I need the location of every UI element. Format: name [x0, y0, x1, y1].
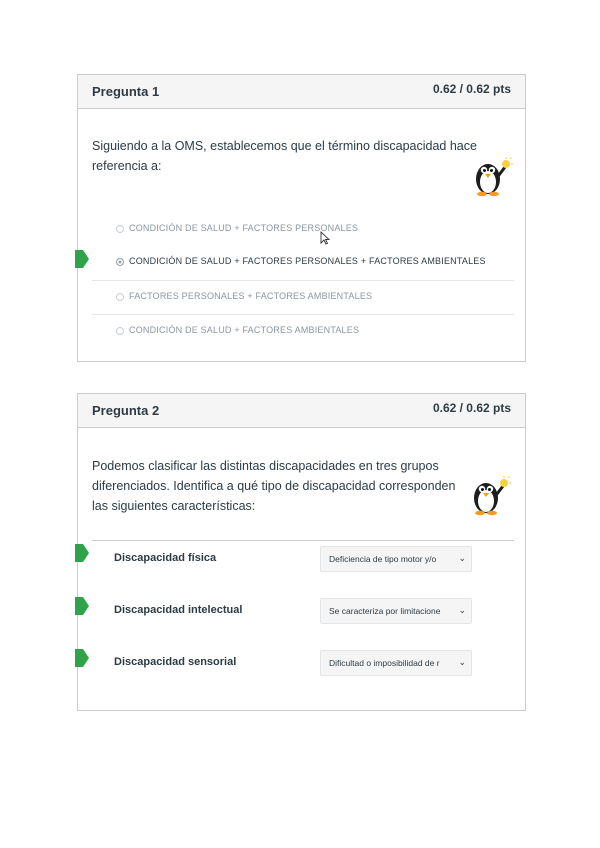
match-label: Discapacidad física — [114, 552, 217, 564]
question-title: Pregunta 1 — [92, 84, 160, 99]
match-label: Discapacidad sensorial — [114, 656, 237, 668]
question-header — [78, 394, 525, 428]
answer-label: FACTORES PERSONALES + FACTORES AMBIENTALES — [129, 291, 373, 301]
answer-option-3[interactable] — [92, 280, 514, 314]
chevron-down-icon: ⌄ — [458, 553, 466, 563]
answer-option-1[interactable] — [92, 213, 514, 247]
answer-label: CONDICIÓN DE SALUD + FACTORES PERSONALES + FACTORES AMBIENTALES — [129, 256, 486, 266]
radio-button[interactable] — [116, 327, 124, 335]
penguin-icon — [471, 474, 511, 516]
chevron-down-icon: ⌄ — [458, 605, 466, 615]
chevron-down-icon: ⌄ — [458, 657, 466, 667]
question-card-1 — [77, 74, 526, 362]
select-value: Dificultad o imposibilidad de r — [329, 658, 440, 668]
match-select[interactable] — [320, 598, 472, 624]
match-row-1 — [92, 546, 514, 586]
match-select[interactable] — [320, 546, 472, 572]
radio-button-checked[interactable] — [116, 258, 124, 266]
match-row-3 — [92, 650, 514, 690]
correct-answer-flag-icon — [75, 649, 89, 667]
question-points: 0.62 / 0.62 pts — [432, 82, 511, 96]
penguin-icon — [473, 155, 513, 197]
correct-answer-flag-icon — [75, 597, 89, 615]
correct-answer-flag-icon — [75, 544, 89, 562]
question-header — [78, 75, 525, 109]
answer-option-2[interactable] — [92, 246, 514, 280]
select-value: Se caracteriza por limitacione — [329, 606, 441, 616]
mouse-cursor-icon — [320, 231, 330, 245]
question-text: Podemos clasificar las distintas discapacidades en tres grupos diferenciados. Identifica a qué tipo de discapacidad corresponden las siguientes características: — [92, 459, 456, 513]
match-select[interactable] — [320, 650, 472, 676]
divider — [92, 540, 514, 541]
question-text: Siguiendo a la OMS, establecemos que el término discapacidad hace referencia a: — [92, 139, 477, 173]
question-card-2 — [77, 393, 526, 711]
correct-answer-flag-icon — [75, 250, 89, 268]
radio-button[interactable] — [116, 225, 124, 233]
answer-label: CONDICIÓN DE SALUD + FACTORES AMBIENTALES — [129, 325, 360, 335]
question-title: Pregunta 2 — [92, 403, 160, 418]
radio-button[interactable] — [116, 293, 124, 301]
select-value: Deficiencia de tipo motor y/o — [329, 554, 437, 564]
answer-option-4[interactable] — [92, 314, 514, 348]
match-row-2 — [92, 598, 514, 638]
question-points: 0.62 / 0.62 pts — [432, 401, 511, 415]
answer-label: CONDICIÓN DE SALUD + FACTORES PERSONALES — [129, 223, 359, 233]
match-label: Discapacidad intelectual — [114, 604, 243, 616]
